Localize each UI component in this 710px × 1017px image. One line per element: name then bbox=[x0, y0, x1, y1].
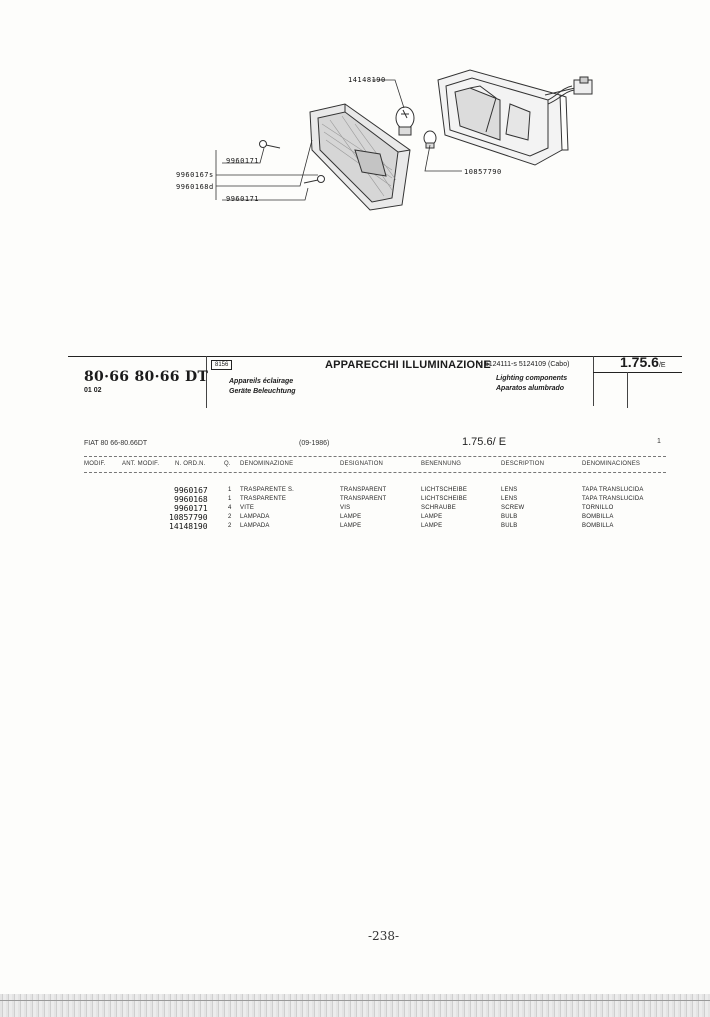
name-english: SCREW bbox=[501, 505, 525, 511]
subheader-date: (09-1986) bbox=[299, 440, 330, 447]
quantity: 4 bbox=[228, 505, 232, 511]
col-n-ord: N. ORD.N. bbox=[175, 461, 206, 467]
name-italian: LAMPADA bbox=[240, 523, 270, 529]
table-row bbox=[0, 496, 710, 505]
name-german: SCHRAUBE bbox=[421, 505, 456, 511]
label-english: Lighting components bbox=[496, 375, 568, 382]
col-german: BENENNUNG bbox=[421, 461, 462, 467]
group-code-badge: 8156 bbox=[211, 360, 232, 370]
name-german: LICHTSCHEIBE bbox=[421, 487, 468, 493]
name-english: LENS bbox=[501, 496, 518, 502]
exploded-diagram bbox=[0, 0, 710, 260]
screw-bottom bbox=[304, 176, 325, 184]
model-title: 80·66 80·66 DT bbox=[84, 369, 209, 385]
name-spanish: TAPA TRANSLUCIDA bbox=[582, 487, 644, 493]
table-row bbox=[0, 487, 710, 496]
name-german: LAMPE bbox=[421, 523, 443, 529]
part-number: 9960167 bbox=[174, 486, 208, 495]
scan-edge-band bbox=[0, 994, 710, 1017]
col-french: DESIGNATION bbox=[340, 461, 384, 467]
header-divider-right bbox=[593, 356, 594, 406]
section-reference bbox=[620, 354, 666, 370]
subheader-model: FIAT 80 66-80.66DT bbox=[84, 440, 148, 447]
model-series: 01 02 bbox=[84, 387, 102, 394]
col-italian: DENOMINAZIONE bbox=[240, 461, 294, 467]
header-ref-tick bbox=[627, 372, 628, 408]
name-french: VIS bbox=[340, 505, 351, 511]
column-header-bottom-rule bbox=[84, 472, 666, 473]
name-spanish: TORNILLO bbox=[582, 505, 614, 511]
name-spanish: BOMBILLA bbox=[582, 523, 614, 529]
callout-10857790: 10857790 bbox=[464, 168, 502, 176]
name-italian: TRASPARENTE bbox=[240, 496, 287, 502]
part-number: 9960171 bbox=[174, 504, 208, 513]
name-french: LAMPE bbox=[340, 514, 362, 520]
section-reference-number: 1.75.6 bbox=[620, 354, 659, 370]
name-english: BULB bbox=[501, 523, 518, 529]
column-header-top-rule bbox=[84, 456, 666, 457]
table-row bbox=[0, 514, 710, 523]
scan-edge-line bbox=[0, 1000, 710, 1001]
name-italian: LAMPADA bbox=[240, 514, 270, 520]
name-spanish: TAPA TRANSLUCIDA bbox=[582, 496, 644, 502]
table-row bbox=[0, 523, 710, 532]
name-german: LAMPE bbox=[421, 514, 443, 520]
header-top-rule bbox=[68, 356, 682, 357]
name-french: TRANSPARENT bbox=[340, 496, 387, 502]
callout-9960168d: 9960168d bbox=[176, 183, 214, 191]
lamp-housing bbox=[438, 70, 575, 165]
label-french: Appareils éclairage bbox=[229, 378, 294, 385]
section-reference-suffix: /E bbox=[658, 362, 666, 369]
callout-9960171-bottom: 9960171 bbox=[226, 195, 260, 203]
table-row bbox=[0, 505, 710, 514]
name-german: LICHTSCHEIBE bbox=[421, 496, 468, 502]
bulb-14148190 bbox=[396, 107, 414, 135]
label-spanish: Aparatos alumbrado bbox=[496, 385, 565, 392]
section-title: APPARECCHI ILLUMINAZIONE bbox=[325, 359, 491, 371]
callout-9960167s: 9960167s bbox=[176, 171, 214, 179]
name-spanish: BOMBILLA bbox=[582, 514, 614, 520]
quantity: 2 bbox=[228, 523, 232, 529]
label-german: Geräte Beleuchtung bbox=[229, 388, 296, 395]
lens-transparent bbox=[310, 104, 410, 210]
name-italian: VITE bbox=[240, 505, 255, 511]
part-number: 9960168 bbox=[174, 495, 208, 504]
col-spanish: DENOMINACIONES bbox=[582, 461, 641, 467]
col-english: DESCRIPTION bbox=[501, 461, 545, 467]
part-number: 14148190 bbox=[169, 522, 208, 531]
variant-codes: d 5124111-s 5124109 (Cabo) bbox=[479, 361, 570, 368]
header-right-rule bbox=[593, 372, 682, 373]
page-number: -238- bbox=[368, 929, 400, 943]
quantity: 1 bbox=[228, 496, 232, 502]
quantity: 1 bbox=[228, 487, 232, 493]
quantity: 2 bbox=[228, 514, 232, 520]
name-english: LENS bbox=[501, 487, 518, 493]
name-french: TRANSPARENT bbox=[340, 487, 387, 493]
callout-14148190: 14148190 bbox=[348, 76, 386, 84]
name-french: LAMPE bbox=[340, 523, 362, 529]
name-english: BULB bbox=[501, 514, 518, 520]
name-italian: TRASPARENTE S. bbox=[240, 487, 295, 493]
part-number: 10857790 bbox=[169, 513, 208, 522]
screw-top bbox=[260, 141, 281, 149]
col-modif: MODIF. bbox=[84, 461, 106, 467]
col-qty: Q. bbox=[224, 461, 231, 467]
subheader-page-mark: 1 bbox=[657, 438, 661, 445]
col-ant-modif: ANT. MODIF. bbox=[122, 461, 160, 467]
subheader-reference: 1.75.6/ E bbox=[462, 436, 507, 448]
callout-9960171-top: 9960171 bbox=[226, 157, 260, 165]
